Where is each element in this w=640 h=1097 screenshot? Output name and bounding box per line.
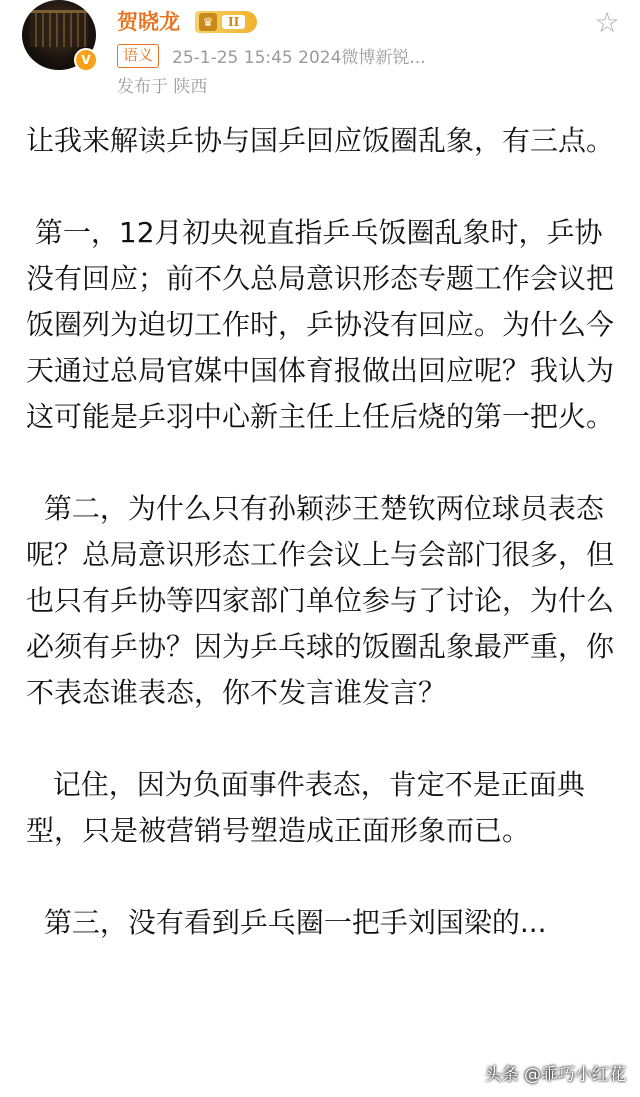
watermark: 头条 @乖巧小红花 bbox=[484, 1065, 626, 1085]
post-body bbox=[26, 118, 624, 946]
paragraph: 第一，12月初央视直指乒乓饭圈乱象时，乒协没有回应；前不久总局意识形态专题工作会议把饭圈列为迫切工作时，乒协没有回应。为什么今天通过总局官媒中国体育报做出回应呢？我认为这可能是乒羽中心新主任上任后烧的第一把火。 bbox=[26, 216, 615, 433]
paragraph bbox=[26, 854, 624, 900]
paragraph: 第二，为什么只有孙颖莎王楚钦两位球员表态呢？总局意识形态工作会议上与会部门很多，但也只有乒协等四家部门单位参与了讨论，为什么必须有乒协？因为乒乓球的饭圈乱象最严重，你不表态谁表态，你不发言谁发言？ bbox=[26, 492, 615, 709]
timestamp-source: 25-1-25 15:45 2024微博新锐... bbox=[172, 48, 426, 68]
level-badge[interactable] bbox=[195, 11, 257, 33]
paragraph bbox=[26, 164, 624, 210]
verified-v-icon: V bbox=[74, 48, 98, 72]
post-header bbox=[0, 0, 640, 110]
paragraph: 让我来解读乒协与国乒回应饭圈乱象，有三点。 bbox=[26, 124, 615, 157]
post-location: 发布于 陕西 bbox=[117, 77, 208, 97]
paragraph bbox=[26, 440, 624, 486]
star-outline-icon[interactable]: ☆ bbox=[594, 6, 620, 39]
paragraph: 记住，因为负面事件表态，肯定不是正面典型，只是被营销号塑造成正面形象而已。 bbox=[26, 768, 585, 847]
username[interactable]: 贺晓龙 bbox=[117, 10, 180, 34]
level-label: II bbox=[222, 15, 245, 29]
paragraph: 第三，没有看到乒乓圈一把手刘国梁的... bbox=[26, 906, 547, 939]
paragraph bbox=[26, 716, 624, 762]
crown-icon: ♛ bbox=[199, 13, 217, 31]
lang-tag[interactable]: 语义 bbox=[117, 44, 159, 68]
avatar-image bbox=[30, 10, 88, 47]
